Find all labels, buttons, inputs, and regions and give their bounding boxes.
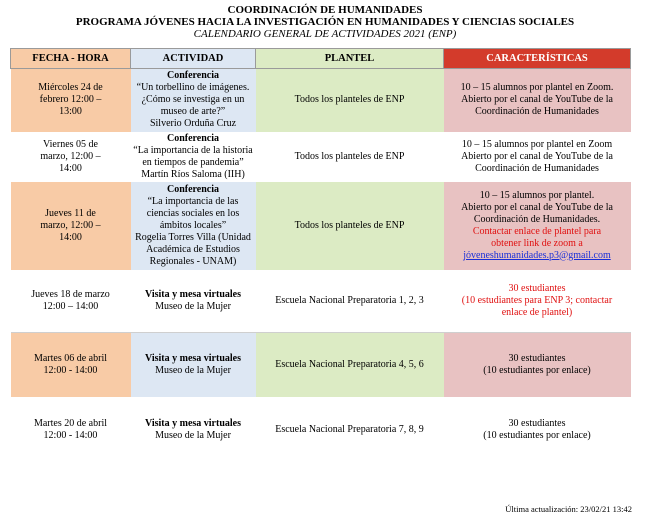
speaker-name: Rogelia Torres Villa (Unidad	[135, 231, 251, 243]
place-cell: Escuela Nacional Preparatoria 1, 2, 3	[256, 270, 444, 333]
features-cell	[444, 132, 631, 182]
date-cell	[11, 270, 131, 333]
activity-museum: Museo de la Mujer	[155, 429, 231, 441]
table-row	[11, 270, 631, 333]
zoom-contact-note: Contactar enlace de plantel para	[472, 225, 602, 237]
table-row	[11, 182, 631, 270]
date-cell	[11, 182, 131, 270]
activity-type: Conferencia	[166, 70, 220, 82]
date-line: 14:00	[59, 231, 82, 243]
features-line: Coordinación de Humanidades	[475, 106, 599, 118]
activity-title-line: ¿Cómo se investiga en un	[141, 94, 245, 106]
activity-cell	[131, 132, 256, 182]
place-cell: Todos los planteles de ENP	[256, 182, 444, 270]
speaker-name: Martín Ríos Saloma (IIH)	[141, 168, 245, 180]
features-cell	[444, 182, 631, 270]
features-line: 10 – 15 alumnos por plantel.	[479, 189, 595, 201]
speaker-affiliation: Regionales - UNAM)	[149, 255, 237, 267]
table-header-row	[11, 49, 631, 69]
activity-title: Visita y mesa virtuales	[144, 288, 241, 300]
date-line: 14:00	[59, 162, 82, 174]
activity-cell	[131, 182, 256, 270]
features-line: (10 estudiantes por enlace)	[483, 364, 591, 376]
place-cell: Todos los planteles de ENP	[256, 132, 444, 182]
activity-cell	[131, 270, 256, 333]
features-line: Abierto por el canal de YouTube de la	[461, 94, 613, 106]
column-header-date: FECHA - HORA	[11, 49, 131, 69]
column-header-place: PLANTEL	[256, 49, 444, 69]
table-row	[11, 333, 631, 397]
date-line: marzo, 12:00 –	[40, 219, 101, 231]
activity-museum: Museo de la Mujer	[155, 364, 231, 376]
date-line: Jueves 18 de marzo	[31, 288, 110, 300]
place-cell: Escuela Nacional Preparatoria 7, 8, 9	[256, 397, 444, 463]
features-cell	[444, 69, 631, 132]
activity-type: Conferencia	[166, 183, 220, 195]
coordination-title: COORDINACIÓN DE HUMANIDADES	[227, 4, 423, 16]
date-line: marzo, 12:00 –	[40, 150, 101, 162]
date-cell	[11, 397, 131, 463]
date-line: 12:00 - 14:00	[43, 364, 98, 376]
last-updated-text: Última actualización: 23/02/21 13:42	[505, 504, 632, 514]
features-line: 10 – 15 alumnos por plantel en Zoom.	[460, 82, 614, 94]
table-row	[11, 132, 631, 182]
activity-title-line: en tiempos de pandemia”	[142, 156, 244, 168]
date-line: 12:00 – 14:00	[42, 300, 99, 312]
features-line: Abierto por el canal de YouTube de la	[461, 201, 613, 213]
date-line: Martes 06 de abril	[33, 352, 108, 364]
features-cell	[444, 397, 631, 463]
place-cell: Todos los planteles de ENP	[256, 69, 444, 132]
column-header-features: CARACTERÍSTICAS	[444, 49, 631, 69]
program-title: PROGRAMA JÓVENES HACIA LA INVESTIGACIÓN EN HUMANIDADES Y CIENCIAS SOCIALES	[75, 16, 575, 28]
speaker-affiliation: Académica de Estudios	[146, 243, 240, 255]
activity-title-line: “Un torbellino de imágenes.	[136, 82, 250, 94]
date-line: 13:00	[59, 106, 82, 118]
activities-table	[10, 48, 631, 463]
activity-title-line: museo de arte?”	[160, 106, 226, 118]
date-line: Martes 20 de abril	[33, 417, 108, 429]
features-line: 10 – 15 alumnos por plantel en Zoom	[461, 138, 613, 150]
date-cell	[11, 132, 131, 182]
date-cell	[11, 69, 131, 132]
activity-type: Conferencia	[166, 132, 220, 144]
features-line: (10 estudiantes por enlace)	[483, 429, 591, 441]
date-line: 12:00 - 14:00	[43, 429, 98, 441]
date-line: Viernes 05 de	[43, 138, 98, 150]
calendar-subtitle: CALENDARIO GENERAL DE ACTIVIDADES 2021 (ENP)	[193, 28, 457, 40]
features-line: 30 estudiantes	[508, 282, 566, 294]
activity-title-line: “La importancia de la historia	[133, 144, 253, 156]
activity-cell	[131, 333, 256, 397]
column-header-activity: ACTIVIDAD	[131, 49, 256, 69]
activity-museum: Museo de la Mujer	[155, 300, 231, 312]
features-line: 30 estudiantes	[508, 417, 566, 429]
activity-title: Visita y mesa virtuales	[144, 417, 241, 429]
table-row	[11, 69, 631, 132]
document-header	[0, 4, 650, 40]
date-cell	[11, 333, 131, 397]
zoom-contact-note: obtener link de zoom a	[491, 237, 583, 249]
activity-cell	[131, 397, 256, 463]
activity-title-line: ciencias sociales en los	[146, 207, 240, 219]
features-cell	[444, 333, 631, 397]
date-line: Miércoles 24 de	[38, 82, 103, 94]
contact-email-link[interactable]: jóveneshumanidades.p3@gmail.com	[463, 249, 611, 261]
features-line: (10 estudiantes para ENP 3; contactar	[461, 294, 613, 306]
speaker-name: Silverio Orduña Cruz	[149, 118, 237, 130]
features-line: 30 estudiantes	[508, 352, 566, 364]
features-line: Coordinación de Humanidades	[475, 162, 599, 174]
features-line: enlace de plantel)	[501, 306, 573, 318]
date-line: Jueves 11 de	[45, 207, 96, 219]
features-line: Coordinación de Humanidades.	[473, 213, 601, 225]
place-cell: Escuela Nacional Preparatoria 4, 5, 6	[256, 333, 444, 397]
activity-title-line: ámbitos locales”	[159, 219, 227, 231]
activity-title-line: “La importancia de las	[147, 195, 239, 207]
table-row	[11, 397, 631, 463]
features-cell	[444, 270, 631, 333]
activity-cell	[131, 69, 256, 132]
activity-title: Visita y mesa virtuales	[144, 352, 241, 364]
features-line: Abierto por el canal de YouTube de la	[461, 150, 613, 162]
date-line: febrero 12:00 –	[39, 94, 102, 106]
